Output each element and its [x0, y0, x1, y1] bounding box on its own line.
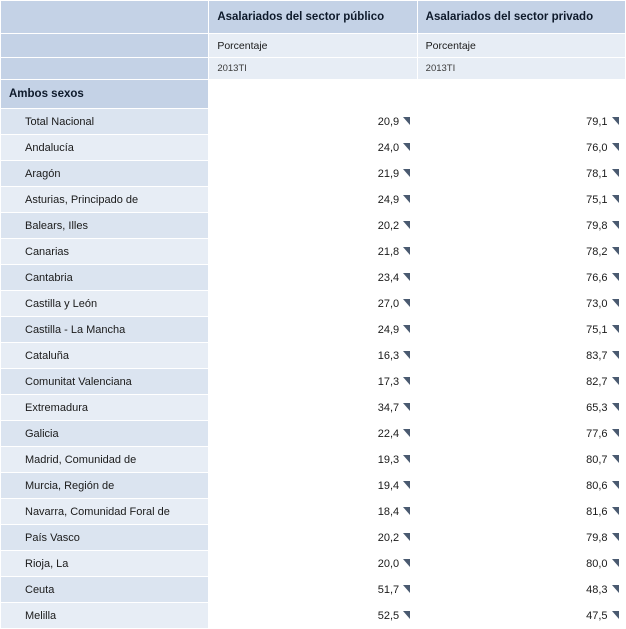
- row-value-private: [417, 551, 625, 577]
- footnote-flag-icon: [403, 169, 410, 177]
- unit-public: Porcentaje: [209, 34, 417, 58]
- row-label: Rioja, La: [1, 551, 209, 577]
- row-value-public: [209, 525, 417, 551]
- footnote-flag-icon: [612, 559, 619, 567]
- row-value-private: [417, 369, 625, 395]
- value-text: 19,3: [377, 453, 400, 466]
- value-text: 75,1: [586, 193, 608, 206]
- value-text: 65,3: [586, 401, 608, 414]
- row-value-private: [417, 213, 625, 239]
- value-text: 73,0: [586, 297, 608, 310]
- value-text: 20,2: [377, 531, 400, 544]
- value-text: 34,7: [377, 401, 400, 414]
- unit-corner-cell: [1, 34, 209, 58]
- row-label: Canarias: [1, 239, 209, 265]
- row-value-public: [209, 369, 417, 395]
- value-text: 21,9: [377, 167, 400, 180]
- value-text: 80,7: [586, 453, 608, 466]
- row-value-public: [209, 421, 417, 447]
- footnote-flag-icon: [612, 611, 619, 619]
- row-value-public: [209, 499, 417, 525]
- period-private: 2013TI: [417, 58, 625, 80]
- value-text: 75,1: [586, 323, 608, 336]
- row-label: Cantabria: [1, 265, 209, 291]
- footnote-flag-icon: [612, 143, 619, 151]
- row-value-private: [417, 395, 625, 421]
- footnote-flag-icon: [403, 377, 410, 385]
- column-header-private: Asalariados del sector privado: [417, 1, 625, 34]
- row-label: Balears, Illes: [1, 213, 209, 239]
- footnote-flag-icon: [403, 247, 410, 255]
- row-value-public: [209, 265, 417, 291]
- row-label: Aragón: [1, 161, 209, 187]
- value-text: 20,2: [377, 219, 400, 232]
- table-row: [1, 421, 626, 447]
- row-value-public: [209, 291, 417, 317]
- row-label: Asturias, Principado de: [1, 187, 209, 213]
- row-label: Navarra, Comunidad Foral de: [1, 499, 209, 525]
- footnote-flag-icon: [403, 481, 410, 489]
- value-text: 17,3: [377, 375, 400, 388]
- footnote-flag-icon: [612, 273, 619, 281]
- group-blank-public: [209, 80, 417, 109]
- footnote-flag-icon: [403, 351, 410, 359]
- row-label: Comunitat Valenciana: [1, 369, 209, 395]
- table-row: [1, 291, 626, 317]
- footnote-flag-icon: [403, 195, 410, 203]
- row-value-private: [417, 447, 625, 473]
- value-text: 27,0: [377, 297, 400, 310]
- row-value-public: [209, 473, 417, 499]
- value-text: 24,0: [377, 141, 400, 154]
- unit-row: [1, 34, 626, 58]
- table-head: [1, 1, 626, 80]
- footnote-flag-icon: [612, 221, 619, 229]
- value-text: 18,4: [377, 505, 400, 518]
- value-text: 51,7: [377, 583, 400, 596]
- row-value-public: [209, 395, 417, 421]
- table-row: [1, 551, 626, 577]
- row-value-public: [209, 551, 417, 577]
- table-row: [1, 447, 626, 473]
- footnote-flag-icon: [403, 299, 410, 307]
- value-text: 80,0: [586, 557, 608, 570]
- row-value-private: [417, 473, 625, 499]
- value-text: 24,9: [377, 193, 400, 206]
- footnote-flag-icon: [612, 169, 619, 177]
- row-value-private: [417, 161, 625, 187]
- row-value-private: [417, 343, 625, 369]
- value-text: 78,2: [586, 245, 608, 258]
- row-label: Castilla y León: [1, 291, 209, 317]
- row-value-private: [417, 109, 625, 135]
- footnote-flag-icon: [403, 559, 410, 567]
- header-corner-cell: [1, 1, 209, 34]
- row-value-private: [417, 317, 625, 343]
- table-row: [1, 109, 626, 135]
- group-blank-private: [417, 80, 625, 109]
- table-row: [1, 187, 626, 213]
- row-value-public: [209, 213, 417, 239]
- row-value-public: [209, 343, 417, 369]
- footnote-flag-icon: [612, 403, 619, 411]
- value-text: 79,1: [586, 115, 608, 128]
- table-row: [1, 343, 626, 369]
- footnote-flag-icon: [403, 117, 410, 125]
- footnote-flag-icon: [612, 195, 619, 203]
- value-text: 79,8: [586, 219, 608, 232]
- table-row: [1, 161, 626, 187]
- footnote-flag-icon: [403, 533, 410, 541]
- value-text: 23,4: [377, 271, 400, 284]
- value-text: 21,8: [377, 245, 400, 258]
- table-row: [1, 369, 626, 395]
- value-text: 47,5: [586, 609, 608, 622]
- footnote-flag-icon: [612, 299, 619, 307]
- footnote-flag-icon: [612, 117, 619, 125]
- value-text: 82,7: [586, 375, 608, 388]
- row-value-public: [209, 135, 417, 161]
- column-header-public: Asalariados del sector público: [209, 1, 417, 34]
- group-label: Ambos sexos: [1, 80, 209, 109]
- row-value-private: [417, 135, 625, 161]
- row-label: Galicia: [1, 421, 209, 447]
- value-text: 76,0: [586, 141, 608, 154]
- footnote-flag-icon: [403, 273, 410, 281]
- value-text: 77,6: [586, 427, 608, 440]
- row-value-public: [209, 239, 417, 265]
- footnote-flag-icon: [403, 611, 410, 619]
- row-value-private: [417, 577, 625, 603]
- row-label: Total Nacional: [1, 109, 209, 135]
- table-body: [1, 80, 626, 629]
- value-text: 16,3: [377, 349, 400, 362]
- table-row: [1, 499, 626, 525]
- table-row: [1, 577, 626, 603]
- row-value-public: [209, 317, 417, 343]
- footnote-flag-icon: [612, 429, 619, 437]
- value-text: 22,4: [377, 427, 400, 440]
- row-value-private: [417, 187, 625, 213]
- value-text: 20,0: [377, 557, 400, 570]
- value-text: 20,9: [377, 115, 400, 128]
- table-row: [1, 265, 626, 291]
- row-value-private: [417, 291, 625, 317]
- unit-private: Porcentaje: [417, 34, 625, 58]
- row-value-private: [417, 265, 625, 291]
- footnote-flag-icon: [612, 325, 619, 333]
- value-text: 19,4: [377, 479, 400, 492]
- row-value-public: [209, 187, 417, 213]
- value-text: 24,9: [377, 323, 400, 336]
- table-row: [1, 473, 626, 499]
- row-value-public: [209, 577, 417, 603]
- value-text: 76,6: [586, 271, 608, 284]
- value-text: 81,6: [586, 505, 608, 518]
- table-row: [1, 525, 626, 551]
- table-row: [1, 213, 626, 239]
- row-value-private: [417, 421, 625, 447]
- row-value-public: [209, 447, 417, 473]
- table-row: [1, 603, 626, 629]
- footnote-flag-icon: [612, 351, 619, 359]
- group-row: [1, 80, 626, 109]
- footnote-flag-icon: [612, 533, 619, 541]
- row-label: Madrid, Comunidad de: [1, 447, 209, 473]
- value-text: 52,5: [377, 609, 400, 622]
- row-label: Castilla - La Mancha: [1, 317, 209, 343]
- row-value-public: [209, 161, 417, 187]
- header-row: [1, 1, 626, 34]
- value-text: 48,3: [586, 583, 608, 596]
- footnote-flag-icon: [403, 455, 410, 463]
- footnote-flag-icon: [612, 247, 619, 255]
- period-corner-cell: [1, 58, 209, 80]
- footnote-flag-icon: [403, 429, 410, 437]
- row-label: Ceuta: [1, 577, 209, 603]
- row-value-public: [209, 109, 417, 135]
- value-text: 78,1: [586, 167, 608, 180]
- table-row: [1, 317, 626, 343]
- row-value-public: [209, 603, 417, 629]
- row-value-private: [417, 603, 625, 629]
- row-label: País Vasco: [1, 525, 209, 551]
- table-row: [1, 135, 626, 161]
- value-text: 80,6: [586, 479, 608, 492]
- row-label: Andalucía: [1, 135, 209, 161]
- footnote-flag-icon: [403, 403, 410, 411]
- footnote-flag-icon: [403, 585, 410, 593]
- row-label: Extremadura: [1, 395, 209, 421]
- row-value-private: [417, 239, 625, 265]
- footnote-flag-icon: [403, 325, 410, 333]
- value-text: 83,7: [586, 349, 608, 362]
- row-value-private: [417, 525, 625, 551]
- footnote-flag-icon: [612, 377, 619, 385]
- table-row: [1, 395, 626, 421]
- row-label: Murcia, Región de: [1, 473, 209, 499]
- footnote-flag-icon: [403, 143, 410, 151]
- period-row: [1, 58, 626, 80]
- footnote-flag-icon: [612, 455, 619, 463]
- footnote-flag-icon: [403, 221, 410, 229]
- table-row: [1, 239, 626, 265]
- row-label: Cataluña: [1, 343, 209, 369]
- period-public: 2013TI: [209, 58, 417, 80]
- footnote-flag-icon: [612, 585, 619, 593]
- row-value-private: [417, 499, 625, 525]
- row-label: Melilla: [1, 603, 209, 629]
- footnote-flag-icon: [612, 481, 619, 489]
- value-text: 79,8: [586, 531, 608, 544]
